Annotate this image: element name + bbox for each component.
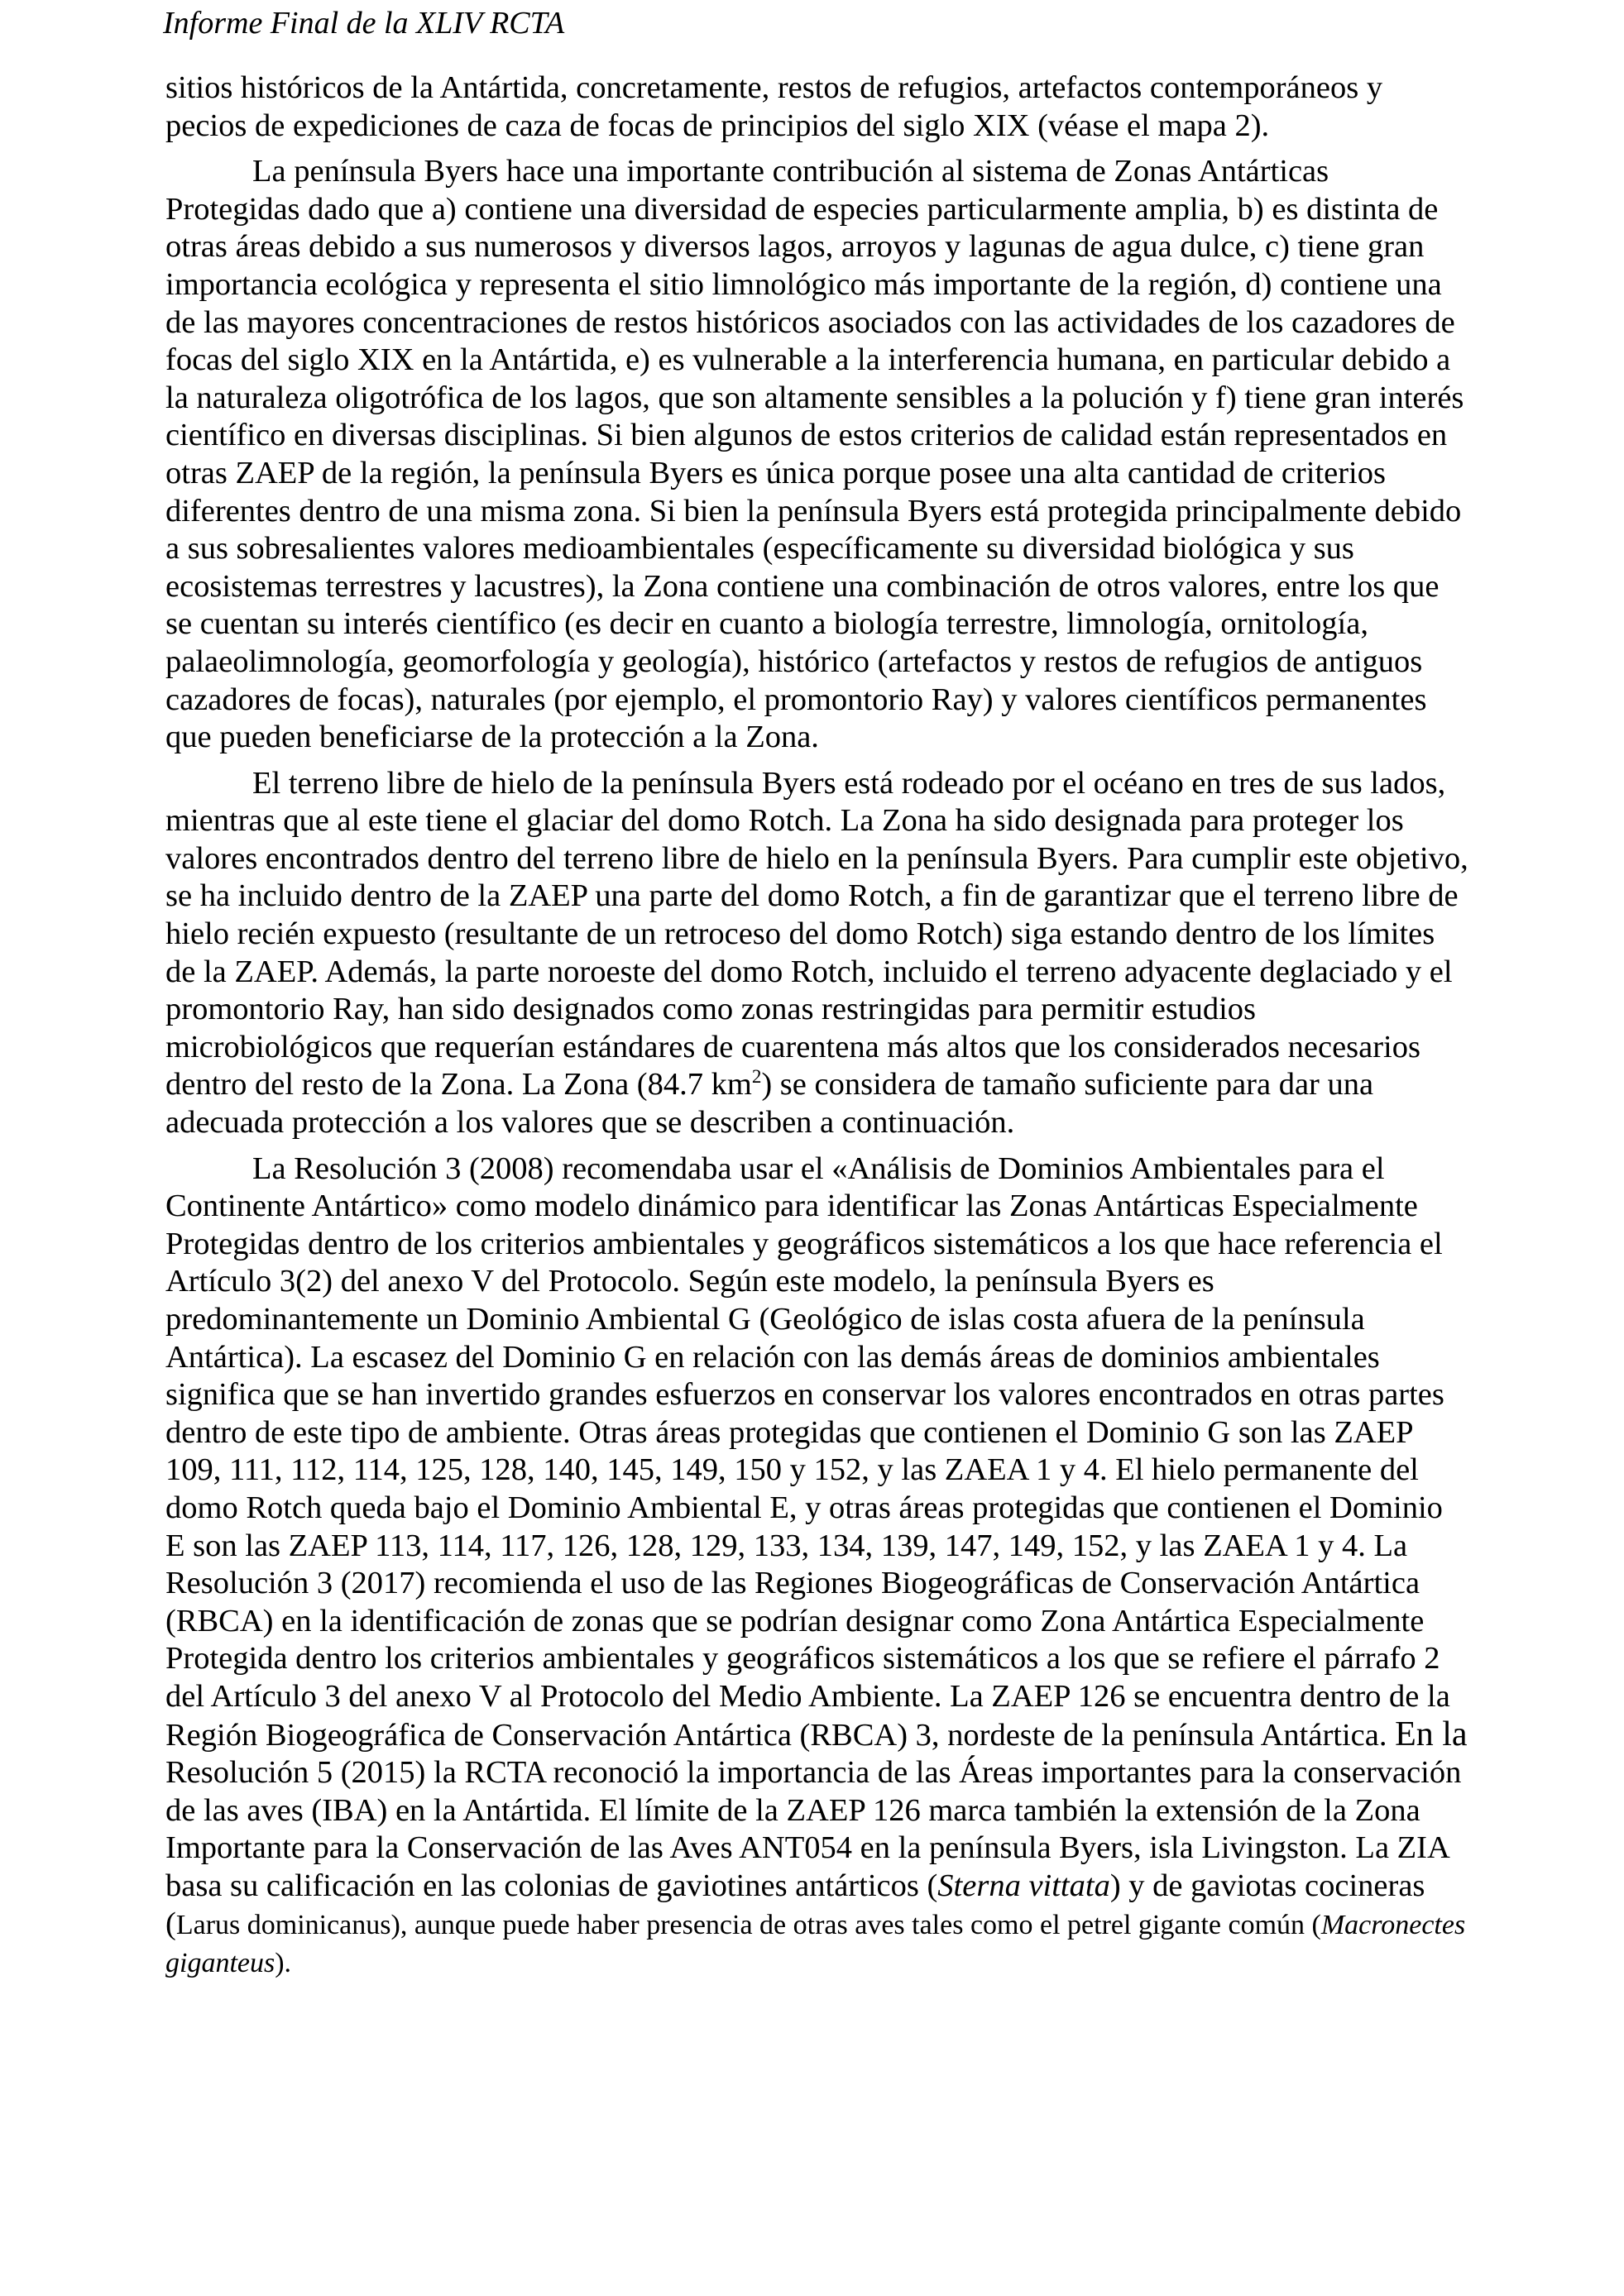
paragraph-ice-free-terrain-tail: ) se considera de tamaño suficiente para dar una adecuada protección a los valores que se describen a continuación.	[165, 1067, 1374, 1141]
paragraph-resolution-mid: ) y de gaviotas cocineras (	[165, 1868, 1425, 1941]
species-macronectes-giganteus: Macronectes giganteus	[165, 1909, 1466, 1979]
paragraph-ice-free-terrain	[165, 765, 1468, 1142]
species-sterna-vittata: Sterna vittata	[937, 1868, 1110, 1903]
paragraph-resolution-end: ).	[275, 1948, 292, 1979]
species-larus-dominicanus: Larus dominicanus	[175, 1909, 391, 1940]
running-header: Informe Final de la XLIV RCTA	[163, 6, 565, 41]
paragraph-resolution-small-tail: ), aunque puede haber presencia de otras aves tales como el petrel gigante común (	[390, 1909, 1321, 1940]
paragraph-resolution-domains	[165, 1150, 1468, 1983]
body-text	[165, 69, 1468, 1991]
paragraph-resolution-en-la: En la	[1395, 1715, 1468, 1753]
paragraph-byers-contribution: La península Byers hace una importante contribución al sistema de Zonas Antárticas Protegidas dado que a) contiene una diversidad de especies particularmente amplia, b) es distinta de otras áreas debido a sus numerosos y diversos lagos, arroyos y lagunas de agua dulce, c) tiene gran importancia ecológica y representa el sitio limnológico más importante de la región, d) contiene una de las mayores concentraciones de restos históricos asociados con las actividades de los cazadores de focas del siglo XIX en la Antártida, e) es vulnerable a la interferencia humana, en particular debido a la naturaleza oligotrófica de los lagos, que son altamente sensibles a la polución y f) tiene gran interés científico en diversas disciplinas. Si bien algunos de estos criterios de calidad están representados en otras ZAEP de la región, la península Byers es única porque posee una alta cantidad de criterios diferentes dentro de una misma zona. Si bien la península Byers está protegida principalmente debido a sus sobresalientes valores medioambientales (específicamente su diversidad biológica y sus ecosistemas terrestres y lacustres), la Zona contiene una combinación de otros valores, entre los que se cuentan su interés científico (es decir en cuanto a biología terrestre, limnología, ornitología, palaeolimnología, geomorfología y geología), histórico (artefactos y restos de refugios de antiguos cazadores de focas), naturales (por ejemplo, el promontorio Ray) y valores científicos permanentes que pueden beneficiarse de la protección a la Zona.	[165, 154, 1464, 755]
paragraph-historic-sites: sitios históricos de la Antártida, concretamente, restos de refugios, artefactos contemporáneos y pecios de expediciones de caza de focas de principios del siglo XIX (véase el mapa 2).	[165, 70, 1383, 143]
paragraph-ice-free-terrain-text: El terreno libre de hielo de la península Byers está rodeado por el océano en tres de sus lados, mientras que al este tiene el glaciar del domo Rotch. La Zona ha sido designada para proteger los valores encontrados dentro del terreno libre de hielo en la península Byers. Para cumplir este objetivo, se ha incluido dentro de la ZAEP una parte del domo Rotch, a fin de garantizar que el terreno libre de hielo recién expuesto (resultante de un retroceso del domo Rotch) siga estando dentro de los límites de la ZAEP. Además, la parte noroeste del domo Rotch, incluido el terreno adyacente deglaciado y el promontorio Ray, han sido designados como zonas restringidas para permitir estudios microbiológicos que requerían estándares de cuarentena más altos que los considerados necesarios dentro del resto de la Zona. La Zona (84.7 km	[165, 765, 1468, 1103]
paragraph-resolution-continued: Resolución 5 (2015) la RCTA reconoció la importancia de las Áreas importantes para la conservación de las aves (IBA) en la Antártida. El límite de la ZAEP 126 marca también la extensión de la Zona Importante para la Conservación de las Aves ANT054 en la península Byers, isla Livingston. La ZIA basa su calificación en las colonias de gaviotines antárticos (	[165, 1755, 1462, 1903]
superscript-squared: 2	[751, 1065, 762, 1088]
paragraph-resolution-text: La Resolución 3 (2008) recomendaba usar el «Análisis de Dominios Ambientales para el Continente Antártico» como modelo dinámico para identificar las Zonas Antárticas Especialmente Protegidas dentro de los criterios ambientales y geográficos sistemáticos a los que hace referencia el Artículo 3(2) del anexo V del Protocolo. Según este modelo, la península Byers es predominantemente un Dominio Ambiental G (Geológico de islas costa afuera de la península Antártica). La escasez del Dominio G en relación con las demás áreas de dominios ambientales significa que se han invertido grandes esfuerzos en conservar los valores encontrados en otras partes dentro de este tipo de ambiente. Otras áreas protegidas que contienen el Dominio G son las ZAEP 109, 111, 112, 114, 125, 128, 140, 145, 149, 150 y 152, y las ZAEA 1 y 4. El hielo permanente del domo Rotch queda bajo el Dominio Ambiental E, y otras áreas protegidas que contienen el Dominio E son las ZAEP 113, 114, 117, 126, 128, 129, 133, 134, 139, 147, 149, 152, y las ZAEA 1 y 4. La Resolución 3 (2017) recomienda el uso de las Regiones Biogeográficas de Conservación Antártica (RBCA) en la identificación de zonas que se podrían designar como Zona Antártica Especialmente Protegida dentro los criterios ambientales y geográficos sistemáticos a los que se refiere el párrafo 2 del Artículo 3 del anexo V al Protocolo del Medio Ambiente. La ZAEP 126 se encuentra dentro de la Región Biogeográfica de Conservación Antártica (RBCA) 3, nordeste de la península Antártica.	[165, 1150, 1450, 1753]
